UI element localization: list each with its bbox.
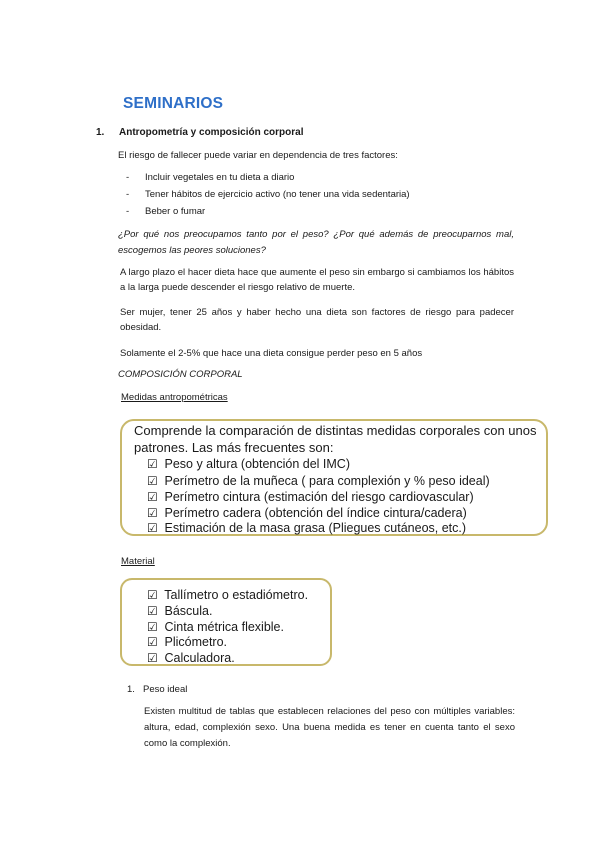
material-item: ☑ Cinta métrica flexible. [147, 620, 284, 634]
section-title: Antropometría y composición corporal [119, 127, 304, 138]
page-title: SEMINARIOS [123, 95, 224, 112]
measure-item: ☑ Peso y altura (obtención del IMC) [147, 457, 350, 471]
measures-box-intro: Comprende la comparación de distintas medidas corporales con unos patrones. Las más frecuentes son: [134, 423, 537, 455]
paragraph: Ser mujer, tener 25 años y haber hecho una dieta son factores de riesgo para padecer obesidad. [120, 307, 514, 333]
material-heading: Material [121, 556, 155, 567]
checkbox-icon: ☑ [147, 604, 158, 618]
subsection-paragraph: Existen multitud de tablas que establecen relaciones del peso con múltiples variables: altura, edad, complexión sexo. Una buena medida es tener en cuenta tanto el sexo como la complexión. [144, 706, 515, 749]
measures-heading: Medidas antropométricas [121, 392, 228, 403]
material-item: ☑ Calculadora. [147, 651, 235, 665]
bullet-dash: - [126, 172, 130, 183]
factor-item: Beber o fumar [145, 206, 206, 217]
checkbox-icon: ☑ [147, 474, 158, 488]
subsection-number: 1. [127, 684, 135, 695]
intro-text: El riesgo de fallecer puede variar en dependencia de tres factores: [118, 150, 398, 161]
subsection-title: Peso ideal [143, 684, 188, 695]
checkbox-icon: ☑ [147, 521, 158, 535]
measure-item: ☑ Perímetro de la muñeca ( para complexión y % peso ideal) [147, 474, 490, 488]
checkbox-icon: ☑ [147, 588, 158, 602]
paragraph: A largo plazo el hacer dieta hace que aumente el peso sin embargo si cambiamos los hábitos a la larga puede descender el riesgo relativo de muerte. [120, 267, 514, 293]
factor-item: Tener hábitos de ejercicio activo (no tener una vida sedentaria) [145, 189, 410, 200]
paragraph: Solamente el 2-5% que hace una dieta consigue perder peso en 5 años [120, 348, 423, 359]
checkbox-icon: ☑ [147, 620, 158, 634]
composition-heading: COMPOSICIÓN CORPORAL [118, 369, 243, 380]
checkbox-icon: ☑ [147, 506, 158, 520]
measure-item: ☑ Perímetro cadera (obtención del índice cintura/cadera) [147, 506, 467, 520]
section-number: 1. [96, 127, 105, 138]
question-text: ¿Por qué nos preocupamos tanto por el peso? ¿Por qué además de preocuparnos mal, escogemos las peores soluciones? [118, 229, 514, 256]
bullet-dash: - [126, 189, 130, 200]
checkbox-icon: ☑ [147, 490, 158, 504]
factor-item: Incluir vegetales en tu dieta a diario [145, 172, 295, 183]
checkbox-icon: ☑ [147, 457, 158, 471]
measure-item: ☑ Estimación de la masa grasa (Pliegues cutáneos, etc.) [147, 521, 467, 535]
checkbox-icon: ☑ [147, 651, 158, 665]
checkbox-icon: ☑ [147, 635, 158, 649]
material-item: ☑ Tallímetro o estadiómetro. [147, 588, 309, 602]
material-item: ☑ Báscula. [147, 604, 213, 618]
bullet-dash: - [126, 206, 130, 217]
measure-item: ☑ Perímetro cintura (estimación del riesgo cardiovascular) [147, 490, 474, 504]
material-item: ☑ Plicómetro. [147, 635, 228, 649]
